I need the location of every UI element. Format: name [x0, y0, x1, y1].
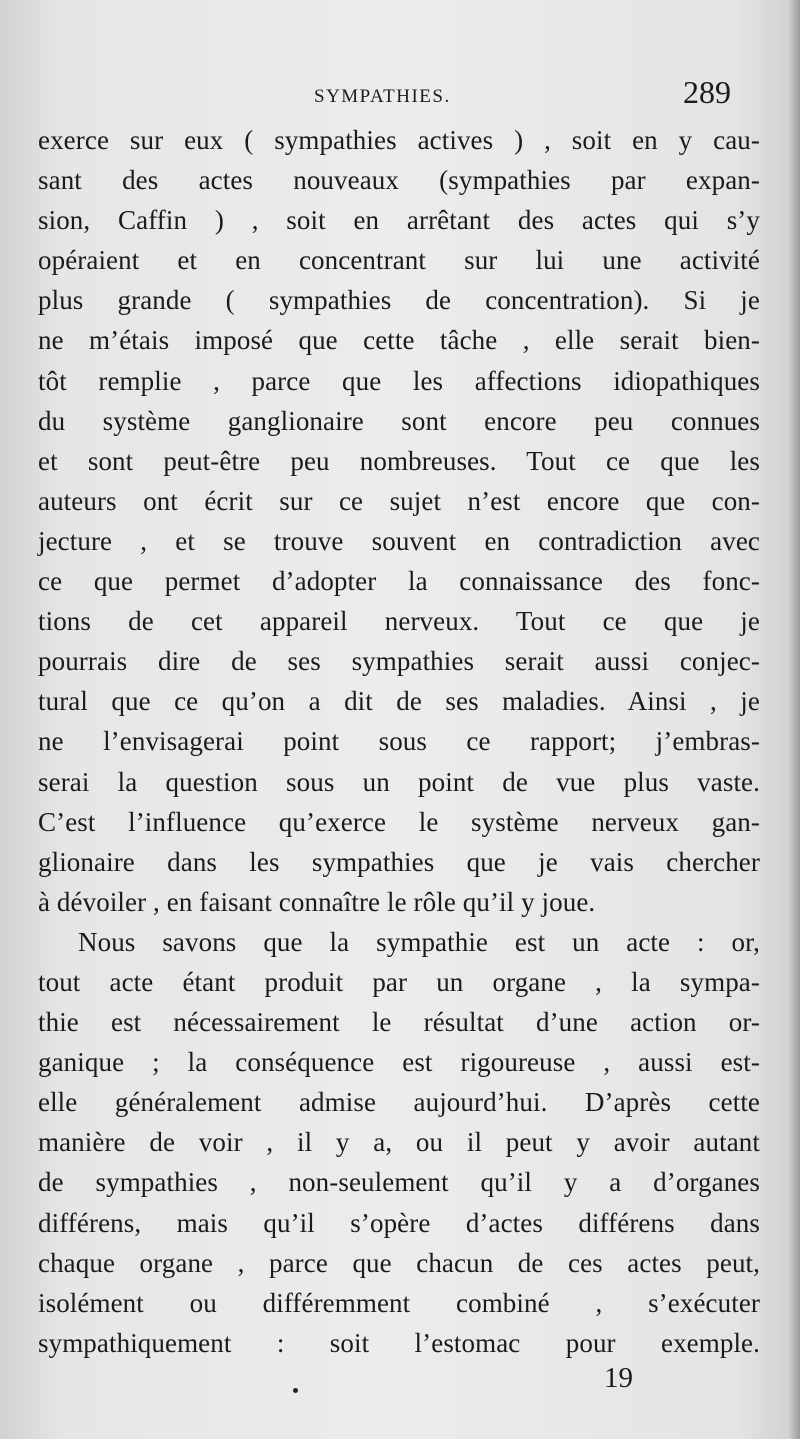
text-line: chaque organe , parce que chacun de ces actes peut, [38, 1247, 760, 1278]
text-line: sant des actes nouveaux (sympathies par expan- [38, 165, 760, 196]
running-title: SYMPATHIES. [314, 86, 451, 107]
text-line: manière de voir , il y a, ou il peut y avoir autant [38, 1127, 760, 1158]
text-line: C’est l’influence qu’exerce le système nerveux gan- [38, 806, 760, 837]
text-line: isolément ou différemment combiné , s’exécuter [38, 1287, 760, 1318]
text-line: pourrais dire de ses sympathies serait aussi conjec- [38, 646, 760, 677]
ink-speck [293, 1388, 298, 1393]
text-line: tôt remplie , parce que les affections idiopathiques [38, 365, 760, 396]
text-line: différens, mais qu’il s’opère d’actes différens dans [38, 1207, 760, 1238]
text-line: opéraient et en concentrant sur lui une activité [38, 245, 760, 276]
text-line: ce que permet d’adopter la connaissance des fonc- [38, 566, 760, 597]
text-line: plus grande ( sympathies de concentration). Si je [38, 285, 760, 316]
text-line: ne l’envisagerai point sous ce rapport; j’embras- [38, 726, 760, 757]
text-line: et sont peut-être peu nombreuses. Tout ce que les [38, 445, 760, 476]
text-line: thie est nécessairement le résultat d’une action or- [38, 1007, 760, 1038]
text-line: sympathiquement : soit l’estomac pour exemple. [38, 1327, 760, 1358]
paragraph-end-line: à dévoiler , en faisant connaître le rôle qu’il y joue. [38, 886, 596, 917]
text-line: du système ganglionaire sont encore peu connues [38, 405, 760, 436]
text-line: sion, Caffin ) , soit en arrêtant des actes qui s’y [38, 205, 760, 236]
page-edge-shadow [788, 0, 800, 1439]
text-line: tions de cet appareil nerveux. Tout ce que je [38, 606, 760, 637]
text-line: tural que ce qu’on a dit de ses maladies. Ainsi , je [38, 686, 760, 717]
text-line: tout acte étant produit par un organe , la sympa- [38, 966, 760, 997]
paragraph-first-line: Nous savons que la sympathie est un acte : or, [78, 926, 760, 957]
signature-mark: 19 [604, 1362, 633, 1394]
text-line: serai la question sous un point de vue plus vaste. [38, 766, 760, 797]
text-line: ganique ; la conséquence est rigoureuse , aussi est- [38, 1047, 760, 1078]
text-line: elle généralement admise aujourd’hui. D’après cette [38, 1087, 760, 1118]
page-header [0, 70, 800, 120]
body-text [38, 120, 760, 1363]
text-line: glionaire dans les sympathies que je vais chercher [38, 846, 760, 877]
text-line: jecture , et se trouve souvent en contradiction avec [38, 525, 760, 556]
text-line: ne m’étais imposé que cette tâche , elle serait bien- [38, 325, 760, 356]
text-line: auteurs ont écrit sur ce sujet n’est encore que con- [38, 485, 760, 516]
text-line: de sympathies , non-seulement qu’il y a d’organes [38, 1167, 760, 1198]
page-number: 289 [683, 74, 731, 110]
text-line: exerce sur eux ( sympathies actives ) , soit en y cau- [38, 125, 760, 155]
